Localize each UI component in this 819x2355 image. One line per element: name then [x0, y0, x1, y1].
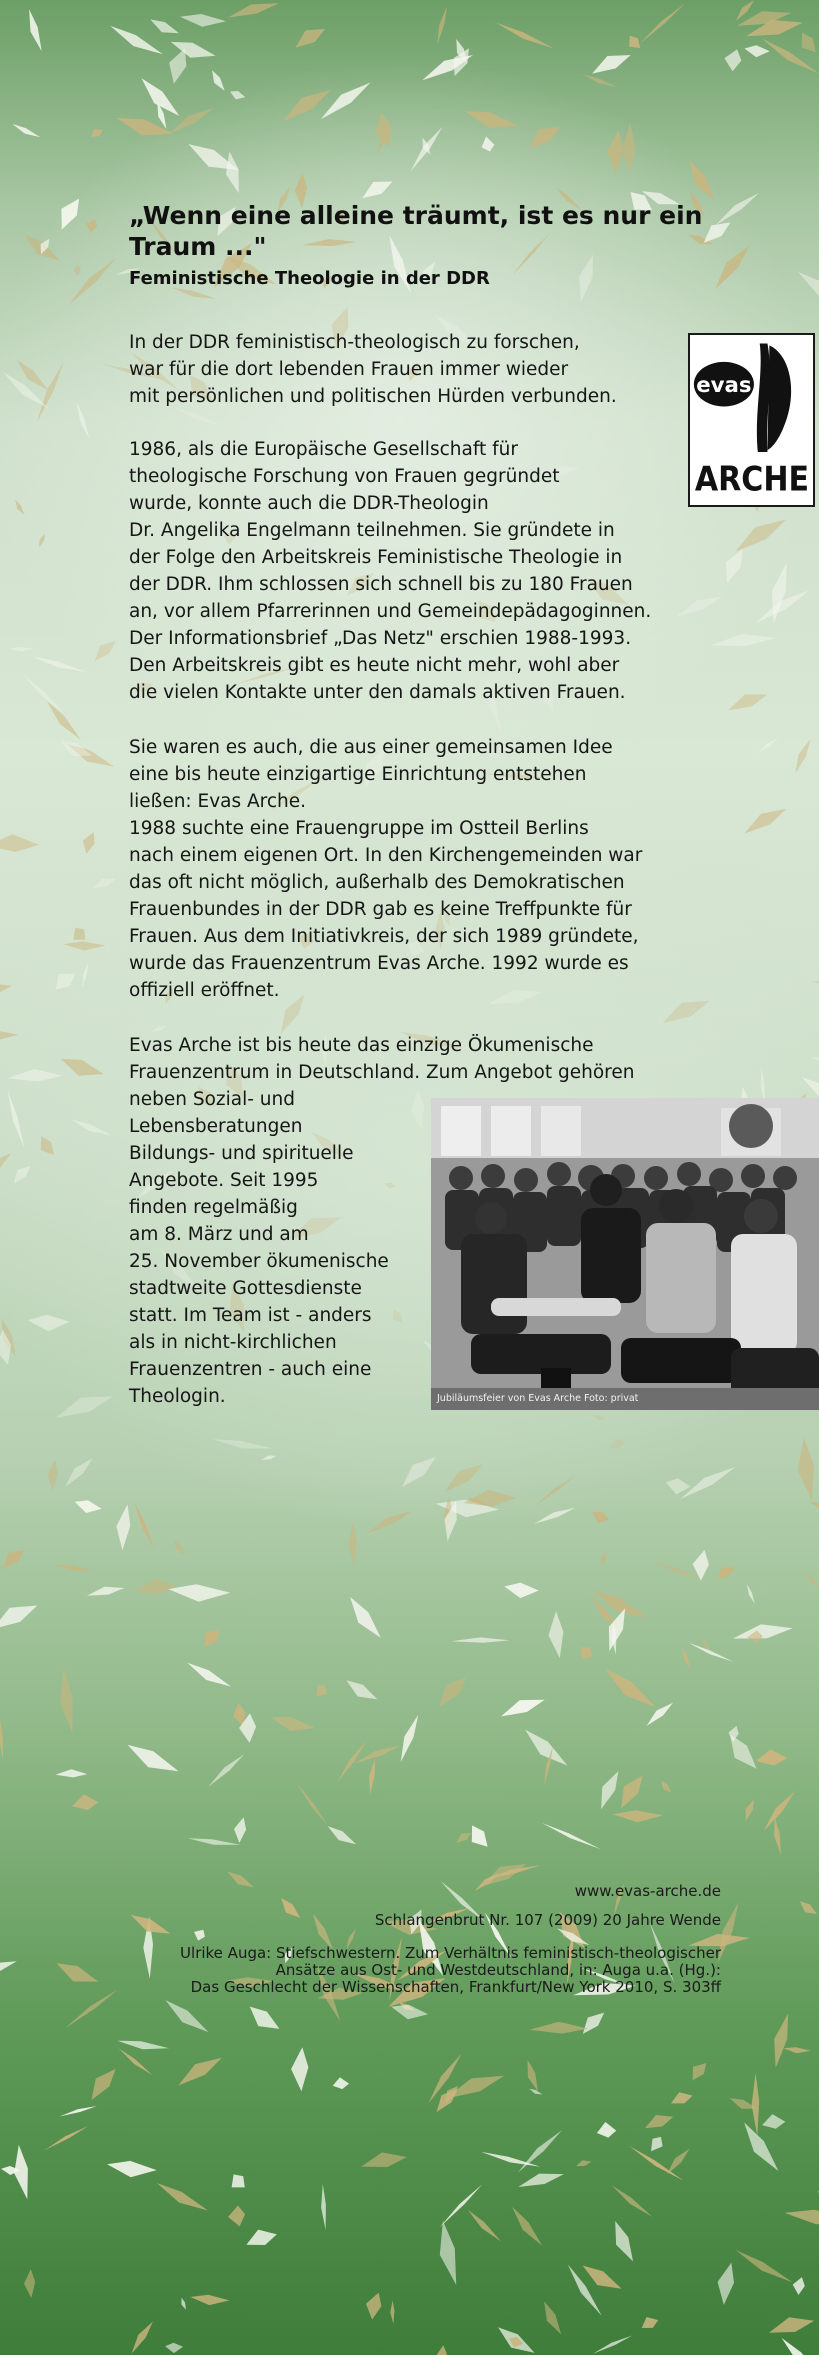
poster-title: „Wenn eine alleine träumt, ist es nur ein Traum ..." — [129, 201, 703, 261]
footer-reference-1: Schlangenbrut Nr. 107 (2009) 20 Jahre Wende — [374, 1911, 721, 1929]
logo-bottom-word: ARCHE — [694, 459, 810, 499]
evas-arche-logo — [688, 333, 815, 507]
intro-paragraph: In der DDR feministisch-theologisch zu forschen, war für die dort lebenden Frauen immer wieder mit persönlichen und politischen Hürden verbunden. — [129, 332, 617, 407]
audience-photo-icon — [431, 1098, 819, 1410]
logo-top-word: evas — [696, 372, 752, 398]
offer-paragraph-continued: neben Sozial- und Lebensberatungen Bildungs- und spirituelle Angebote. Seit 1995 finden regelmäßig am 8. März und am 25. November ökumenische stadtweite Gottesdienste statt. Im Team ist - anders als in nicht-kirchlichen Frauenzentren - auch eine Theologin. — [129, 1089, 389, 1407]
photo-caption: Jubiläumsfeier von Evas Arche Foto: privat — [437, 1393, 639, 1404]
evas-arche-logo-icon — [690, 335, 813, 505]
audience-photo — [431, 1098, 819, 1410]
footer-url: www.evas-arche.de — [574, 1882, 721, 1900]
history-paragraph: 1986, als die Europäische Gesellschaft für theologische Forschung von Frauen gegründet wurde, konnte auch die DDR-Theologin Dr. Angelika Engelmann teilnehmen. Sie gründete in der Folge den Arbeitskreis Feministische Theologie in der DDR. Ihm schlossen sich schnell bis zu 180 Frauen an, vor allem Pfarrerinnen und Gemeindepädagoginnen. Der Informationsbrief „Das Netz" erschien 1988-1993. Den Arbeitskreis gibt es heute nicht mehr, wohl aber die vielen Kontakte unter den damals aktiven Frauen. — [129, 439, 652, 703]
evas-arche-paragraph: Sie waren es auch, die aus einer gemeinsamen Idee eine bis heute einzigartige Einrichtung entstehen ließen: Evas Arche. 1988 suchte eine Frauengruppe im Ostteil Berlins nach einem eigenen Ort. In den Kirchengemeinden war das oft nicht möglich, außerhalb des Demokratischen Frauenbundes in der DDR gab es keine Treffpunkte für Frauen. Aus dem Initiativkreis, der sich 1989 gründete, wurde das Frauenzentrum Evas Arche. 1992 wurde es offiziell eröffnet. — [129, 737, 643, 1001]
offer-paragraph: Evas Arche ist bis heute das einzige Ökumenische Frauenzentrum in Deutschland. Zum Angebot gehören — [129, 1035, 635, 1083]
footer-reference-2: Ulrike Auga: Stiefschwestern. Zum Verhältnis feministisch-theologischer Ansätze aus Ost- und Westdeutschland, in: Auga u.a. (Hg.): Das Geschlecht der Wissenschaften, Frankfurt/New York 2010, S. 303ff — [180, 1944, 721, 1996]
poster-subtitle: Feministische Theologie in der DDR — [129, 268, 490, 289]
